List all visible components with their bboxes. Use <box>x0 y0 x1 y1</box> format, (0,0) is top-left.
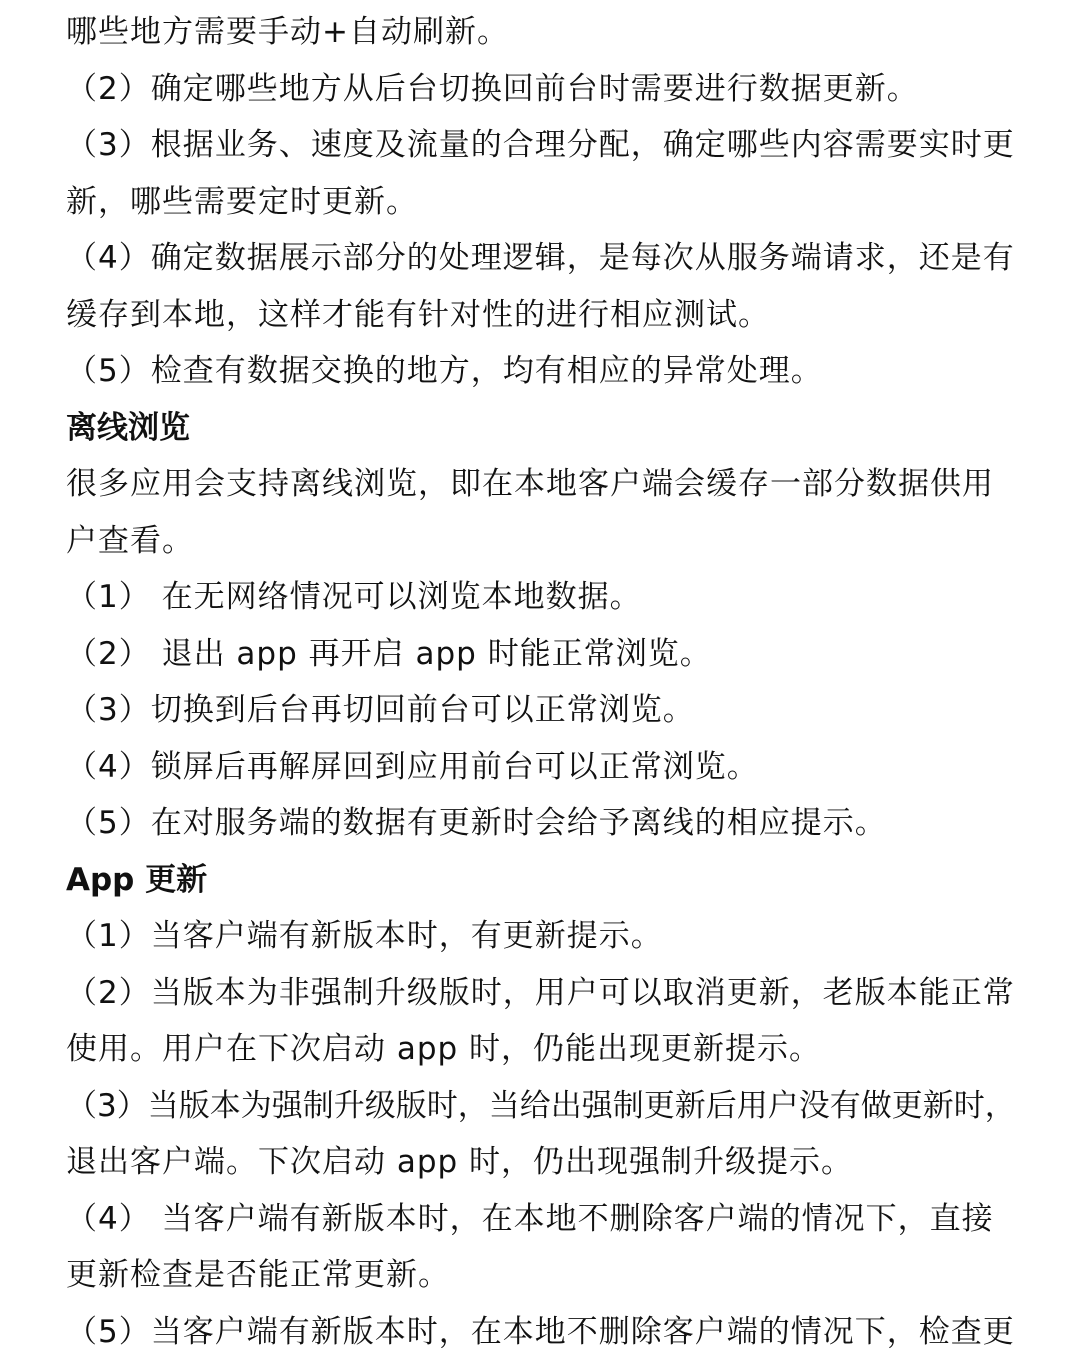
list-item: （5）当客户端有新版本时，在本地不删除客户端的情况下，检查更 <box>66 1314 1015 1350</box>
text-line: 更新检查是否能正常更新。 <box>66 1257 450 1293</box>
paragraph-line: 户查看。 <box>66 523 194 559</box>
section-heading-app-update: App 更新 <box>66 862 208 898</box>
list-item: （5）在对服务端的数据有更新时会给予离线的相应提示。 <box>66 805 887 841</box>
paragraph-line: 很多应用会支持离线浏览，即在本地客户端会缓存一部分数据供用 <box>66 466 994 502</box>
list-item: （4） 当客户端有新版本时，在本地不删除客户端的情况下，直接 <box>66 1201 994 1237</box>
text-line: 使用。用户在下次启动 app 时，仍能出现更新提示。 <box>66 1031 822 1067</box>
list-item: （5）检查有数据交换的地方，均有相应的异常处理。 <box>66 353 823 389</box>
list-item: （3）根据业务、速度及流量的合理分配，确定哪些内容需要实时更 <box>66 127 1015 163</box>
text-line: 退出客户端。下次启动 app 时，仍出现强制升级提示。 <box>66 1144 854 1180</box>
list-item: （2）确定哪些地方从后台切换回前台时需要进行数据更新。 <box>66 71 919 107</box>
list-item: （1） 在无网络情况可以浏览本地数据。 <box>66 579 642 615</box>
list-item: （3）当版本为强制升级版时，当给出强制更新后用户没有做更新时， <box>66 1088 1016 1124</box>
list-item: （2）当版本为非强制升级版时，用户可以取消更新，老版本能正常 <box>66 975 1015 1011</box>
list-item: （4）锁屏后再解屏回到应用前台可以正常浏览。 <box>66 749 759 785</box>
list-item: （1）当客户端有新版本时，有更新提示。 <box>66 918 663 954</box>
list-item: （4）确定数据展示部分的处理逻辑，是每次从服务端请求，还是有 <box>66 240 1015 276</box>
section-heading-offline-browsing: 离线浏览 <box>66 410 190 446</box>
text-line: 新，哪些需要定时更新。 <box>66 184 418 220</box>
list-item: （3）切换到后台再切回前台可以正常浏览。 <box>66 692 695 728</box>
list-item: （2） 退出 app 再开启 app 时能正常浏览。 <box>66 636 712 672</box>
text-line: 缓存到本地，这样才能有针对性的进行相应测试。 <box>66 297 770 333</box>
text-line: 哪些地方需要手动+自动刷新。 <box>66 14 509 50</box>
